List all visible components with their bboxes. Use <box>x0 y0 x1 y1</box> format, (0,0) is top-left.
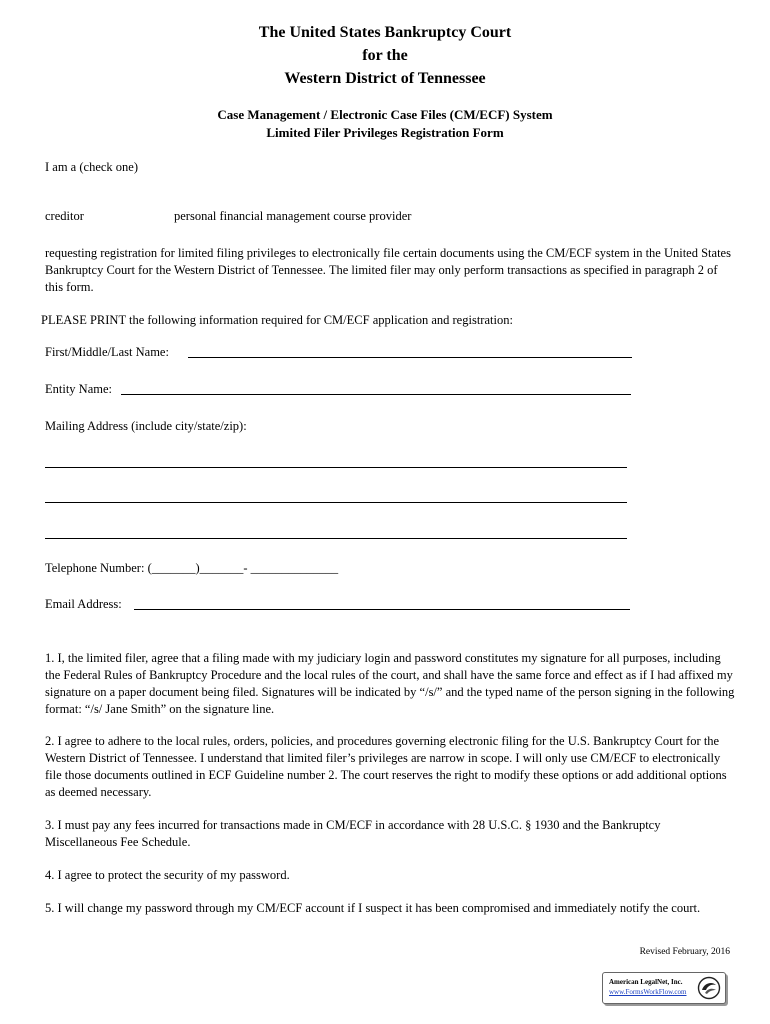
footer-url-link[interactable]: www.FormsWorkFlow.com <box>609 988 687 996</box>
email-label: Email Address: <box>45 597 122 611</box>
legalnet-logo-icon <box>697 976 721 1000</box>
court-title: The United States Bankruptcy Court <box>258 24 512 41</box>
print-instruction: PLEASE PRINT the following information required for CM/ECF application and registration: <box>41 313 513 327</box>
revised-date: Revised February, 2016 <box>639 947 730 957</box>
address-line-3[interactable] <box>45 538 627 539</box>
court-title-for: for the <box>362 47 408 64</box>
form-subtitle: Limited Filer Privileges Registration Form <box>266 125 504 140</box>
email-input-line[interactable] <box>134 609 630 610</box>
term-paragraph-2: 2. I agree to adhere to the local rules, orders, policies, and procedures governing electronic filing for the U.S. Bankruptcy Court for the Western District of Tennessee. I understand that limited filer’s privileges are narrow in scope. I will only use CM/ECF to electronically file those documents outlined in ECF Guideline number 2. The court reserves the right to modify these options or add additional options as deemed necessary. <box>45 734 727 799</box>
court-district: Western District of Tennessee <box>284 70 486 87</box>
name-input-line[interactable] <box>188 357 632 358</box>
filer-type-prompt: I am a (check one) <box>45 160 138 174</box>
intro-paragraph: requesting registration for limited filing privileges to electronically file certain documents using the CM/ECF system in the United States Bankruptcy Court for the Western District of Tennessee. The limited filer may only perform transactions as specified in paragraph 2 of this form. <box>45 246 731 294</box>
entity-label: Entity Name: <box>45 382 112 396</box>
address-line-2[interactable] <box>45 502 627 503</box>
entity-input-line[interactable] <box>121 394 631 395</box>
system-subtitle: Case Management / Electronic Case Files (CM/ECF) System <box>217 107 553 122</box>
term-paragraph-3: 3. I must pay any fees incurred for transactions made in CM/ECF in accordance with 28 U.S.C. § 1930 and the Bankruptcy Miscellaneous Fee Schedule. <box>45 818 661 849</box>
term-paragraph-4: 4. I agree to protect the security of my password. <box>45 868 290 882</box>
phone-field[interactable]: Telephone Number: (_______)_______- ______________ <box>45 561 339 575</box>
creditor-option[interactable]: creditor <box>45 209 84 223</box>
course-provider-option[interactable]: personal financial management course provider <box>174 209 412 223</box>
name-label: First/Middle/Last Name: <box>45 345 169 359</box>
address-line-1[interactable] <box>45 467 627 468</box>
term-paragraph-5: 5. I will change my password through my CM/ECF account if I suspect it has been compromised and immediately notify the court. <box>45 901 701 915</box>
address-label: Mailing Address (include city/state/zip): <box>45 419 247 433</box>
footer-company: American LegalNet, Inc. <box>609 978 683 986</box>
legalnet-badge <box>602 972 726 1004</box>
term-paragraph-1: 1. I, the limited filer, agree that a filing made with my judiciary login and password constitutes my signature for all purposes, including the Federal Rules of Bankruptcy Procedure and the local rules of the court, and shall have the same force and effect as if I had affixed my signature on a paper document being filed. Signatures will be indicated by “/s/” and the typed name of the person signing in the following format: “/s/ Jane Smith” on the signature line. <box>45 651 735 716</box>
